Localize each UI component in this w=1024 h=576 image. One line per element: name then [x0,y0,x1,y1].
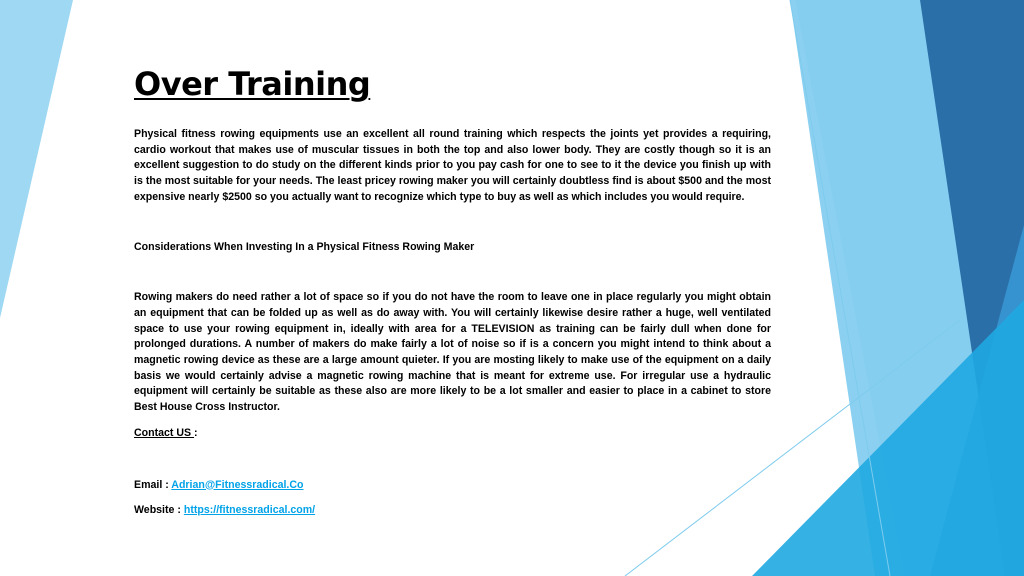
body-paragraph-2: Rowing makers do need rather a lot of space so if you do not have the room to leave one in place regularly you might obtain an equipment that can be folded up as well as do away with. You will certainly likewise desire rather a huge, well ventilated space to use your rowing equipment in, ideally with area for a TELEVISION as training can be fairly dull when done for prolonged durations. A number of makers do make fairly a lot of noise so if is a concern you might intend to think about a magnetic rowing device as these are a large amount quieter. If you are mosting likely to make use of the equipment on a daily basis we would certainly advise a magnetic rowing machine that is meant for extreme use. For irregular use a hydraulic equipment will certainly be suitable as these also are more likely to be a lot smaller and easier to place in a cabinet to store Best House Cross Instructor. [134,291,771,414]
email-label: Email : [134,478,172,491]
body-paragraph-1: Physical fitness rowing equipments use an excellent all round training which respects the joints yet provides a requiring, cardio workout that makes use of muscular tissues in both the top and also lower body. They are costly though so it is an excellent suggestion to do study on the different kinds prior to you pay cash for one to see to it the device you finish up with is the most suitable for your needs. The least pricey rowing maker you will certainly doubtless find is about $500 and the most expensive nearly $2500 so you actually want to recognize which type to buy as well as which includes you would require. [134,128,771,203]
website-label: Website : [134,504,184,517]
contact-separator: : [194,426,198,439]
website-line [134,503,771,519]
slide-title: Over Training [134,65,371,103]
left-triangle-shape [0,0,73,318]
contact-heading: Contact US [134,426,195,439]
email-line [134,478,771,494]
slide-content [134,62,771,519]
section-subheading: Considerations When Investing In a Physical Fitness Rowing Maker [134,240,475,253]
contact-heading-line [134,426,771,442]
email-link[interactable]: Adrian@Fitnessradical.Co [171,478,304,491]
website-link[interactable]: https://fitnessradical.com/ [183,504,316,517]
